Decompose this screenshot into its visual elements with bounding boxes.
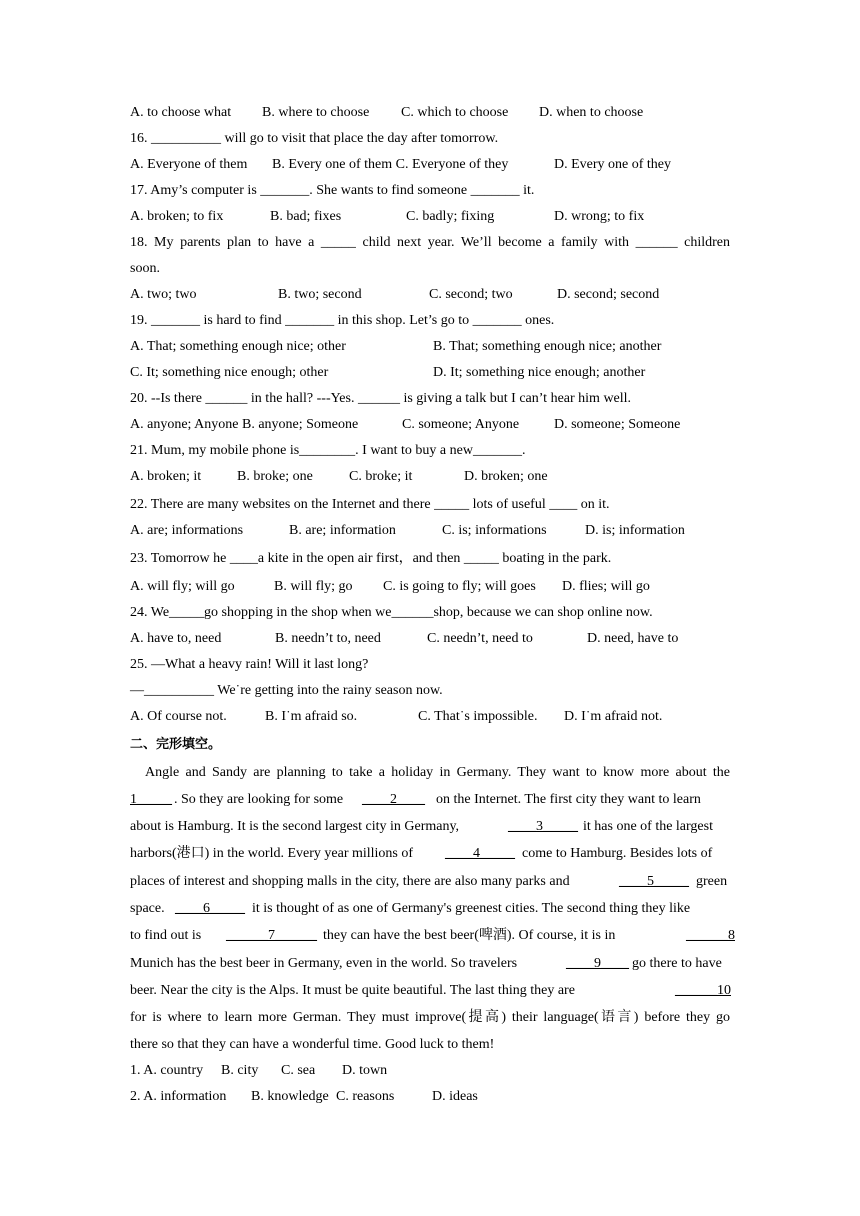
passage-text: beer. Near the city is the Alps. It must be quite beautiful. The last thing they are [130, 983, 575, 998]
passage-line-11: there so that they can have a wonderful time. Good luck to them! [130, 1037, 495, 1052]
question-24: 24. We_____go shopping in the shop when we______shop, because we can shop online now. [130, 605, 653, 620]
passage-line-10: for is where to learn more German. They must improve(提高) their language(语言) before they go [130, 1010, 730, 1025]
option-d: D. is; information [585, 523, 685, 538]
option-b: B. knowledge [251, 1089, 329, 1104]
option-d: D. when to choose [539, 105, 644, 120]
blank-6: ____6_____ [175, 901, 245, 916]
option-d: D. second; second [557, 287, 660, 302]
cloze-options-2 [130, 1088, 730, 1196]
option-a: A. broken; it [130, 469, 202, 484]
option-c: C. sea [281, 1063, 316, 1078]
question-16: 16. __________ will go to visit that place the day after tomorrow. [130, 131, 499, 146]
option-b: B. city [221, 1063, 259, 1078]
option-a: A. will fly; will go [130, 579, 235, 594]
option-b: B. needn’t to, need [275, 631, 381, 646]
option-d: D. It; something nice enough; another [433, 365, 646, 380]
option-c: C. needn’t, need to [427, 631, 533, 646]
option-d: D. Every one of they [554, 157, 672, 172]
option-a: A. Of course not. [130, 709, 227, 724]
passage-text: it is thought of as one of Germany's greenest cities. The second thing they like [252, 901, 691, 916]
option-a: A. are; informations [130, 523, 244, 538]
option-d: D. someone; Someone [554, 417, 681, 432]
option-b: B. I˙m afraid so. [265, 709, 358, 724]
question-23: 23. Tomorrow he ____a kite in the open air first，and then _____ boating in the park. [130, 551, 612, 566]
option-c: C. That˙s impossible. [418, 709, 538, 724]
passage-text: they can have the best beer(啤酒). Of course, it is in [323, 928, 616, 943]
option-d: D. flies; will go [562, 579, 650, 594]
option-c: C. second; two [429, 287, 513, 302]
blank-9: ____9____ [566, 956, 629, 971]
passage-text: to find out is [130, 928, 202, 943]
blank-5: ____5_____ [619, 874, 689, 889]
option-d: D. town [342, 1063, 388, 1078]
passage-text: on the Internet. The first city they want to learn [436, 792, 701, 807]
passage-text: space. [130, 901, 165, 916]
option-a: A. have to, need [130, 631, 222, 646]
question-20: 20. --Is there ______ in the hall? ---Yes. ______ is giving a talk but I can’t hear him well. [130, 391, 632, 406]
option-a: A. That; something enough nice; other [130, 339, 346, 354]
option-a: A. two; two [130, 287, 197, 302]
blank-4: ____4_____ [445, 846, 515, 861]
option-d: D. need, have to [587, 631, 679, 646]
option-b: B. are; information [289, 523, 396, 538]
question-18-line-1: 18. My parents plan to have a _____ child next year. We’ll become a family with ______ children [130, 235, 730, 250]
option-b: B. bad; fixes [270, 209, 342, 224]
option-a: A. to choose what [130, 105, 232, 120]
section-heading: 二、完形填空。 [130, 737, 222, 752]
passage-text: go there to have [632, 956, 722, 971]
option-c: C. someone; Anyone [402, 417, 520, 432]
passage-text: come to Hamburg. Besides lots of [522, 846, 713, 861]
question-22: 22. There are many websites on the Internet and there _____ lots of useful ____ on it. [130, 497, 610, 512]
option-c: C. broke; it [349, 469, 413, 484]
option-b-c: B. Every one of them C. Everyone of they [272, 157, 509, 172]
passage-line-1: Angle and Sandy are planning to take a holiday in Germany. They want to know more about the [145, 765, 730, 780]
blank-3: ____3_____ [508, 819, 578, 834]
passage-text: green [696, 874, 728, 889]
option-d: D. ideas [432, 1089, 478, 1104]
question-18-line-2: soon. [130, 261, 160, 276]
option-a-b: A. anyone; Anyone B. anyone; Someone [130, 417, 359, 432]
option-c: C. It; something nice enough; other [130, 365, 329, 380]
passage-text: it has one of the largest [583, 819, 713, 834]
blank-8: ______8 [686, 928, 735, 943]
passage-text: about is Hamburg. It is the second largest city in Germany, [130, 819, 460, 834]
option-b: B. That; something enough nice; another [433, 339, 662, 354]
question-25-line-1: 25. —What a heavy rain! Will it last long? [130, 657, 369, 672]
option-a: A. Everyone of them [130, 157, 248, 172]
option-d: D. broken; one [464, 469, 548, 484]
option-b: B. broke; one [237, 469, 313, 484]
question-17: 17. Amy’s computer is _______. She wants to find someone _______ it. [130, 183, 535, 198]
option-c: C. badly; fixing [406, 209, 495, 224]
blank-2: ____2____ [362, 792, 425, 807]
option-c: C. is going to fly; will goes [383, 579, 536, 594]
option-c: C. reasons [336, 1089, 395, 1104]
option-b: B. where to choose [262, 105, 370, 120]
question-21: 21. Mum, my mobile phone is________. I want to buy a new_______. [130, 443, 526, 458]
question-19: 19. _______ is hard to find _______ in this shop. Let’s go to _______ ones. [130, 313, 555, 328]
passage-text: Munich has the best beer in Germany, even in the world. So travelers [130, 956, 518, 971]
option-b: B. two; second [278, 287, 362, 302]
option-a: 2. A. information [130, 1089, 227, 1104]
passage-text: harbors(港口) in the world. Every year millions of [130, 846, 414, 861]
question-25-line-2: —__________ We˙re getting into the rainy season now. [130, 683, 443, 698]
option-a: A. broken; to fix [130, 209, 224, 224]
option-a: 1. A. country [130, 1063, 204, 1078]
passage-text: places of interest and shopping malls in the city, there are also many parks and [130, 874, 570, 889]
option-c: C. is; informations [442, 523, 547, 538]
passage-text: . So they are looking for some [174, 792, 344, 807]
option-d: D. wrong; to fix [554, 209, 645, 224]
blank-7: ______7______ [226, 928, 317, 943]
option-d: D. I˙m afraid not. [564, 709, 663, 724]
blank-1: 1_____ [130, 792, 172, 807]
option-c: C. which to choose [401, 105, 509, 120]
blank-10: ______10 [675, 983, 731, 998]
option-b: B. will fly; go [274, 579, 353, 594]
